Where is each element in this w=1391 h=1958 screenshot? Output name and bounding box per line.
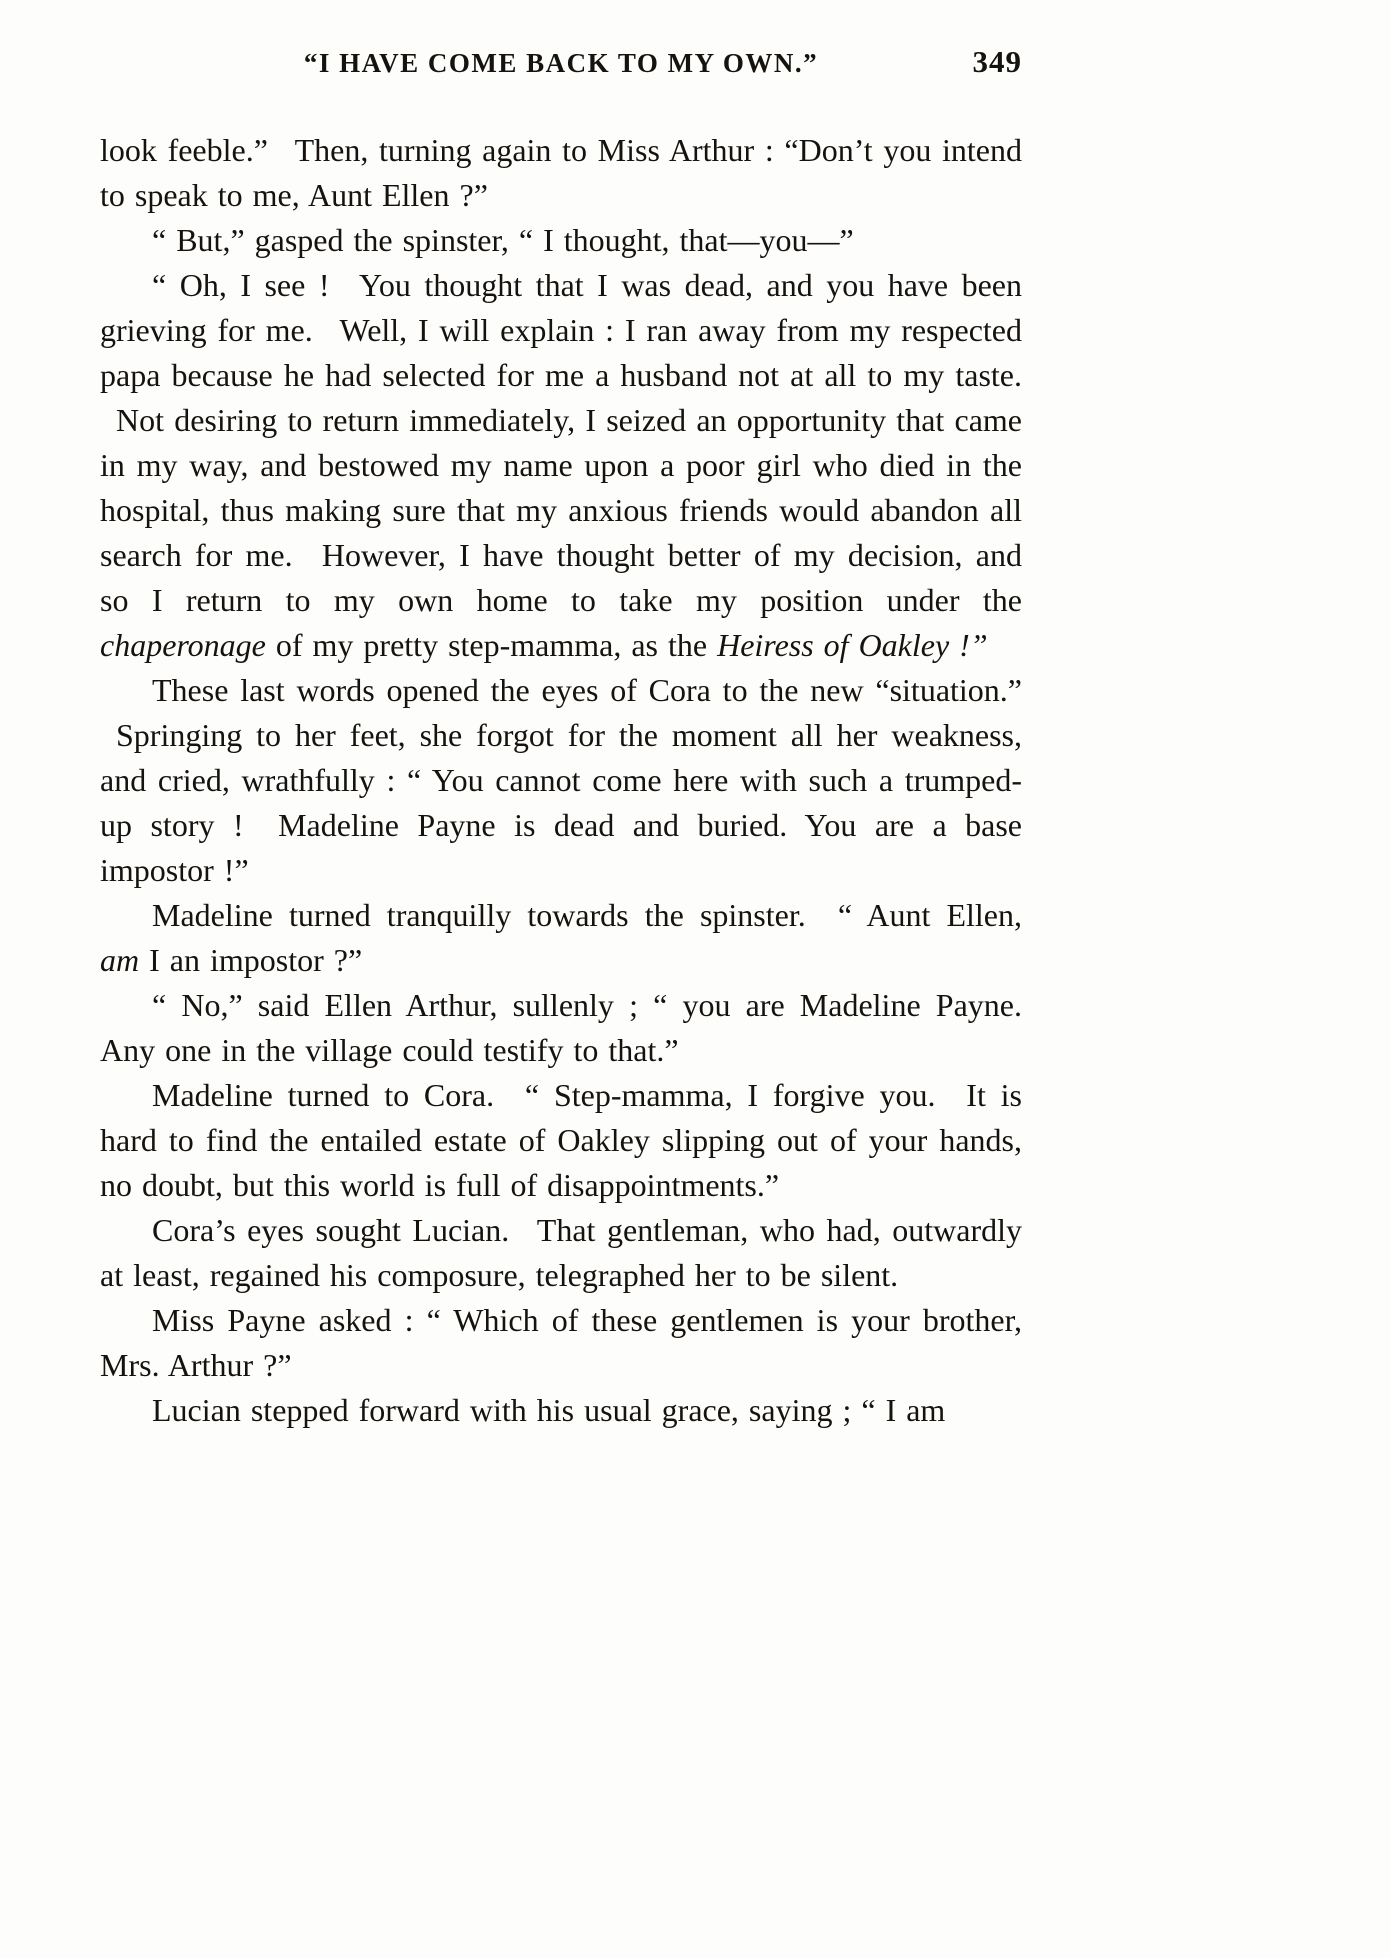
page-content bbox=[100, 44, 1022, 1433]
paragraph bbox=[100, 893, 1022, 983]
page-number: 349 bbox=[972, 44, 1022, 79]
text-run: “ No,” said Ellen Arthur, sullenly ; “ you are Madeline Payne. Any one in the village could testify to that.” bbox=[100, 987, 1022, 1068]
text-run: Madeline turned to Cora. “ Step-mamma, I forgive you. It is hard to find the entailed estate of Oakley slipping out of your hands, no doubt, but this world is full of disappointments.” bbox=[100, 1077, 1022, 1203]
text-run: I an impostor ?” bbox=[139, 942, 363, 978]
paragraph bbox=[100, 668, 1022, 893]
paragraph bbox=[100, 1208, 1022, 1298]
text-run: “ But,” gasped the spinster, “ I thought, that—you—” bbox=[152, 222, 854, 258]
running-header-title: “I HAVE COME BACK TO MY OWN.” bbox=[303, 48, 819, 78]
page-body bbox=[100, 128, 1022, 1433]
text-run: Madeline turned tranquilly towards the spinster. “ Aunt Ellen, bbox=[152, 897, 1022, 933]
italic-text-run: am bbox=[100, 942, 140, 978]
paragraph bbox=[100, 263, 1022, 668]
paragraph bbox=[100, 1073, 1022, 1208]
text-run: “ Oh, I see ! You thought that I was dead, and you have been grieving for me. Well, I will explain : I ran away from my respected papa because he had selected for me a husband not at all to my taste. Not desiring to return immediately, I seized an opportunity that came in my way, and bestowed my name upon a poor girl who died in the hospital, thus making sure that my anxious friends would abandon all search for me. However, I have thought better of my decision, and so I return to my own home to take my position under the bbox=[100, 267, 1022, 618]
paragraph bbox=[100, 1388, 1022, 1433]
paragraph bbox=[100, 128, 1022, 218]
paragraph bbox=[100, 983, 1022, 1073]
text-run: Cora’s eyes sought Lucian. That gentleman, who had, outwardly at least, regained his composure, telegraphed her to be silent. bbox=[100, 1212, 1022, 1293]
italic-text-run: Heiress of Oakley !” bbox=[717, 627, 988, 663]
text-run: Lucian stepped forward with his usual grace, saying ; “ I am bbox=[152, 1392, 946, 1428]
running-header bbox=[100, 44, 1022, 88]
text-run: These last words opened the eyes of Cora to the new “situation.” Springing to her feet, she forgot for the moment all her weakness, and cried, wrathfully : “ You cannot come here with such a trumped-up story ! Madeline Payne is dead and buried. You are a base impostor !” bbox=[100, 672, 1022, 888]
paragraph bbox=[100, 218, 1022, 263]
italic-text-run: chaperonage bbox=[100, 627, 266, 663]
text-run: Miss Payne asked : “ Which of these gentlemen is your brother, Mrs. Arthur ?” bbox=[100, 1302, 1022, 1383]
paragraph bbox=[100, 1298, 1022, 1388]
text-run: of my pretty step-mamma, as the bbox=[265, 627, 718, 663]
text-run: look feeble.” Then, turning again to Miss Arthur : “Don’t you intend to speak to me, Aunt Ellen ?” bbox=[100, 132, 1022, 213]
